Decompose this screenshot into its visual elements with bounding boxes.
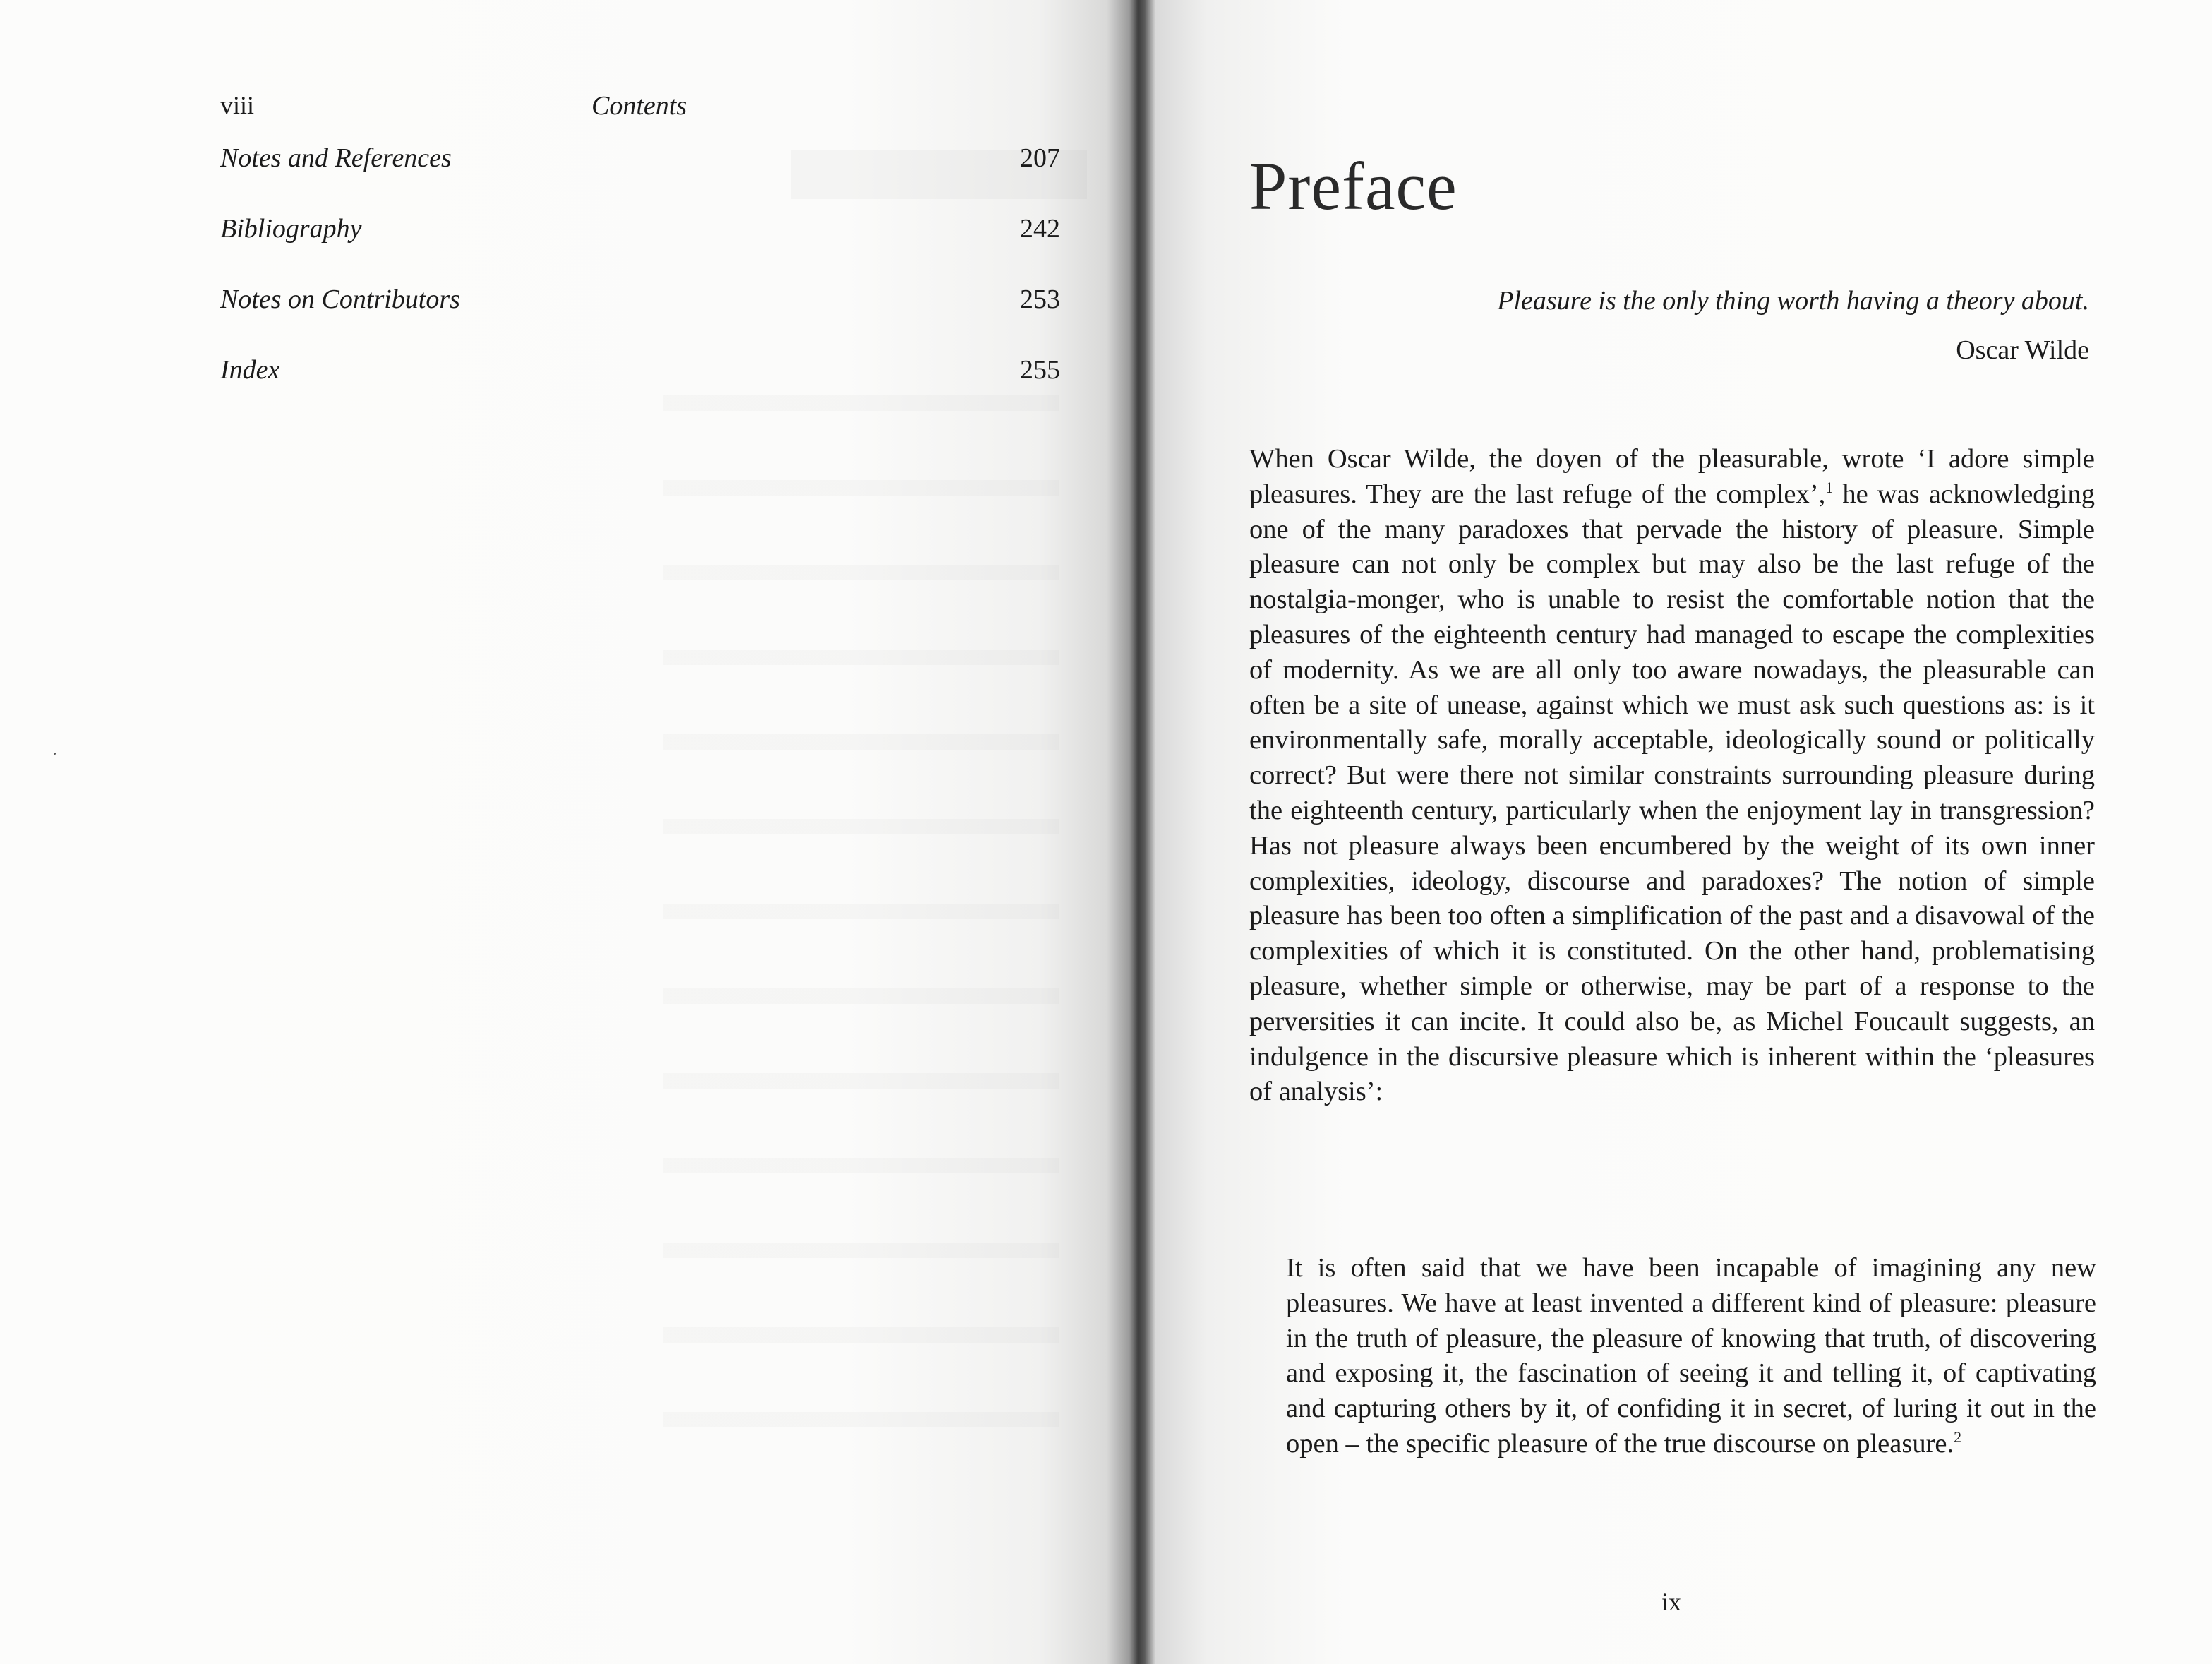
epigraph: Pleasure is the only thing worth having a theory about. xyxy=(1497,286,2089,316)
toc-entry-page: 253 xyxy=(1020,285,1060,314)
toc-entry-label: Bibliography xyxy=(220,214,362,244)
body-text-part: When Oscar Wilde, the doyen of the pleasurable, wrote ‘I adore simple pleasures. They are the last refuge of the complex’, xyxy=(1249,444,2095,509)
footnote-marker[interactable]: 2 xyxy=(1954,1427,1962,1446)
toc-entry[interactable] xyxy=(220,213,1060,256)
block-quote xyxy=(1286,1251,2096,1462)
toc-entry-page: 207 xyxy=(1020,143,1060,173)
footnote-marker[interactable]: 1 xyxy=(1825,478,1834,496)
quote-text: It is often said that we have been incapable of imagining any new pleasures. We have at least invented a different kind of pleasure: pleasure in the truth of pleasure, the pleasure of knowing that truth, of discovering and exposing it, the fascination of seeing it and telling it, of captivating and capturing others by it, of confiding it in secret, of luring it out in the open – the specific pleasure of the true discourse on pleasure. xyxy=(1286,1253,2096,1459)
toc-entry[interactable] xyxy=(220,284,1060,326)
toc-entry-label: Notes and References xyxy=(220,143,452,173)
paper-speck xyxy=(54,753,56,755)
show-through-text xyxy=(663,395,1059,1497)
epigraph-attribution: Oscar Wilde xyxy=(1956,335,2089,365)
toc-entry-label: Index xyxy=(220,355,280,385)
body-paragraph xyxy=(1249,442,2095,1110)
page-number-left: viii xyxy=(220,91,255,119)
body-text-part: he was acknowledging one of the many paradoxes that pervade the history of pleasure. Simple pleasure can not only be complex but may also be the last refuge of the nostalgia-monger, who is unable to resist the comfortable notion that the pleasures of the eighteenth century had managed to escape the complexities of modernity. As we are all only too aware nowadays, the pleasurable can often be a site of unease, against which we must ask such questions as: is it environmentally safe, morally acceptable, ideologically sound or politically correct? But were there not similar constraints surrounding pleasure during the eighteenth century, particularly when the enjoyment lay in transgression? Has not pleasure always been encumbered by the weight of its own inner complexities, ideology, discourse and paradoxes? The notion of simple pleasure has been too often a simplification of the past and a disavowal of the complexities of which it is constituted. On the other hand, problematising pleasure, whether simple or otherwise, may be part of a response to the perversities it can incite. It could also be, as Michel Foucault suggests, an indulgence in the discursive pleasure which is inherent within the ‘pleasures of analysis’: xyxy=(1249,479,2095,1107)
toc-entry[interactable] xyxy=(220,143,1060,185)
toc-entry-page: 242 xyxy=(1020,214,1060,244)
page-number-right: ix xyxy=(1661,1588,1682,1616)
book-gutter xyxy=(1129,0,1155,1664)
running-head: Contents xyxy=(591,91,687,121)
page-title: Preface xyxy=(1249,148,1457,224)
toc-entry-label: Notes on Contributors xyxy=(220,285,460,314)
toc-entry-page: 255 xyxy=(1020,355,1060,385)
toc-entry[interactable] xyxy=(220,354,1060,397)
